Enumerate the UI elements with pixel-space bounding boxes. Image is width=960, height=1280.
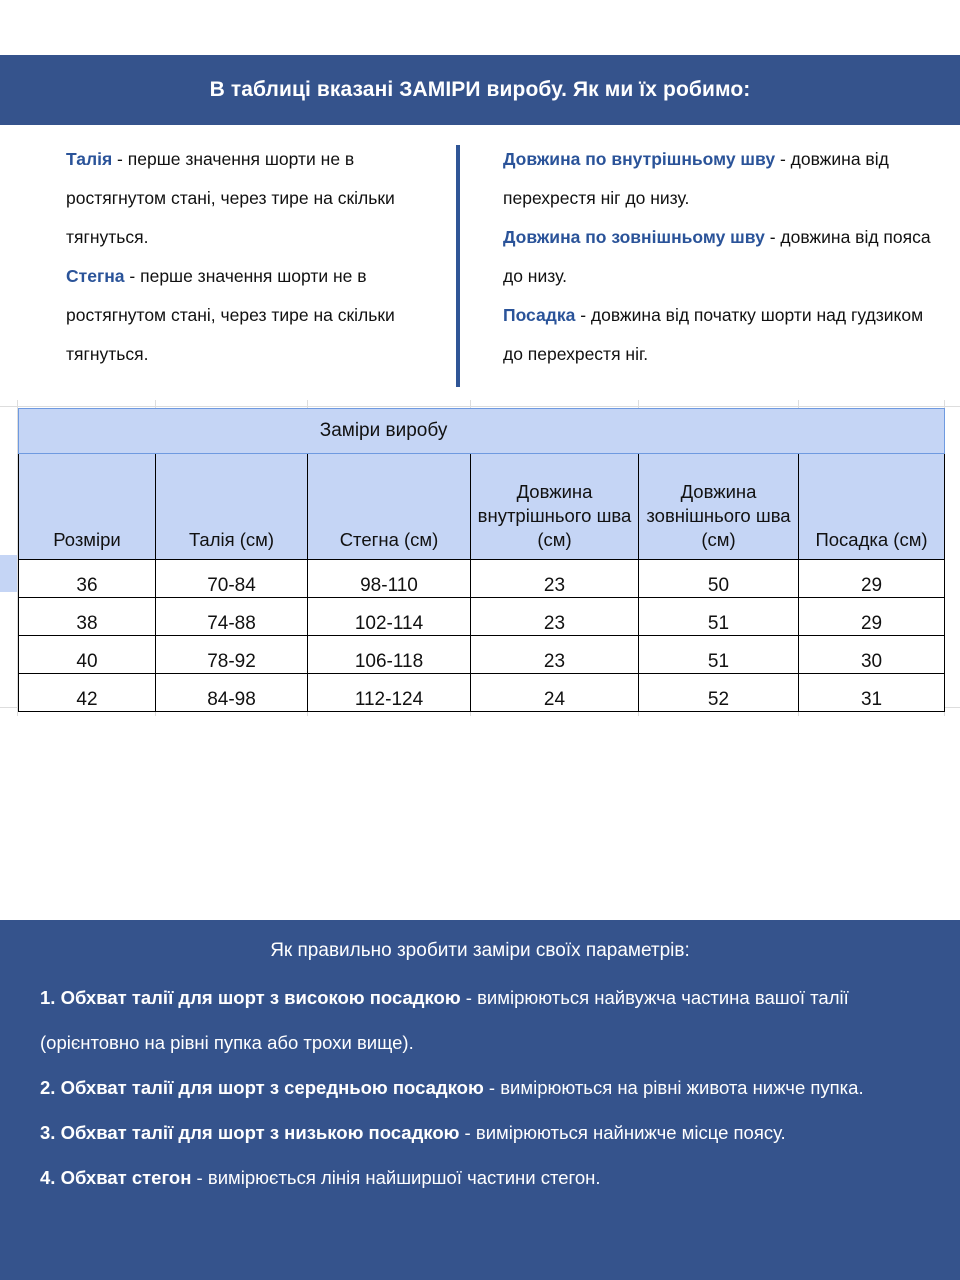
bottom-banner-title: Як правильно зробити заміри своїх параметрів: [270,940,690,961]
instruction-strong: 4. Обхват стегон [40,1167,192,1188]
column-header-waist: Талія (см) [156,454,308,560]
cell-size: 36 [19,560,156,598]
term-dash: - [112,149,128,169]
cell-inseam: 23 [471,598,639,636]
table-merged-header-cell [19,409,945,454]
size-table-section [0,400,960,720]
instruction-text: вимірюється лінія найширшої частини стегон. [207,1167,601,1188]
column-header-inseam: Довжина внутрішнього шва (см) [471,454,639,560]
term-dash: - [575,305,591,325]
column-divider [456,145,460,387]
cell-hips: 102-114 [308,598,471,636]
cell-outseam: 50 [639,560,799,598]
cell-size: 40 [19,636,156,674]
explanation-item-inseam [503,140,935,218]
size-table [18,408,945,712]
instruction-dash: - [191,1167,208,1188]
cell-waist: 74-88 [156,598,308,636]
term-label-rise: Посадка [503,305,576,325]
instruction-dash: - [483,1077,501,1098]
top-banner-title: В таблиці вказані ЗАМІРИ виробу. Як ми їх робимо: [209,78,751,101]
instruction-item-1 [40,975,925,1065]
cell-waist: 70-84 [156,560,308,598]
term-label-hips: Стегна [66,266,125,286]
cell-inseam: 23 [471,636,639,674]
table-row [19,674,945,712]
instruction-strong: 1. Обхват талії для шорт з високою посадкою [40,987,461,1008]
instruction-item-3 [40,1110,925,1155]
explanation-column-right [503,140,935,374]
term-dash: - [764,227,781,247]
cell-size: 38 [19,598,156,636]
term-text: довжина від перехрестя ніг до низу. [503,149,889,208]
column-header-hips: Стегна (см) [308,454,471,560]
cell-waist: 78-92 [156,636,308,674]
table-row [19,636,945,674]
instruction-strong: 3. Обхват талії для шорт з низькою посадкою [40,1122,460,1143]
grid-line-horizontal [0,406,960,407]
cell-waist: 84-98 [156,674,308,712]
instruction-text: вимірюються найвужча частина вашої талії (орієнтовно на рівні пупка або трохи вище). [40,987,849,1053]
column-header-size: Розміри [19,454,156,560]
instruction-dash: - [460,987,478,1008]
cell-rise: 29 [799,598,945,636]
explanation-column-left [66,140,444,374]
cell-rise: 30 [799,636,945,674]
table-row [19,560,945,598]
cell-outseam: 52 [639,674,799,712]
cell-size: 42 [19,674,156,712]
table-merged-header-row [19,409,945,454]
column-header-outseam: Довжина зовнішнього шва (см) [639,454,799,560]
instruction-text: вимірюються на рівні живота нижче пупка. [500,1077,864,1098]
cell-inseam: 24 [471,674,639,712]
term-dash: - [124,266,141,286]
term-label-inseam: Довжина по внутрішньому шву [503,149,776,169]
term-label-waist: Талія [66,149,113,169]
term-text: довжина від пояса до низу. [503,227,931,286]
row-selection-indicator [0,555,17,592]
term-label-outseam: Довжина по зовнішньому шву [503,227,765,247]
cell-hips: 106-118 [308,636,471,674]
term-dash: - [775,149,791,169]
cell-inseam: 23 [471,560,639,598]
explanation-item-outseam [503,218,935,296]
table-row [19,598,945,636]
column-header-rise: Посадка (см) [799,454,945,560]
term-text: перше значення шорти не в ростягнутом стані, через тире на скільки тягнуться. [66,266,395,364]
instruction-item-2 [40,1065,925,1110]
cell-rise: 31 [799,674,945,712]
explanation-item-hips [66,257,444,374]
table-merged-header-label: Заміри виробу [319,420,448,441]
top-banner [0,55,960,125]
cell-hips: 98-110 [308,560,471,598]
cell-rise: 29 [799,560,945,598]
table-header-row [19,454,945,560]
bottom-banner [0,920,960,1280]
instruction-text: вимірюються найнижче місце поясу. [475,1122,786,1143]
explanation-item-waist [66,140,444,257]
instruction-strong: 2. Обхват талії для шорт з середньою посадкою [40,1077,484,1098]
term-text: перше значення шорти не в ростягнутом стані, через тире на скільки тягнуться. [66,149,395,247]
cell-outseam: 51 [639,598,799,636]
instruction-dash: - [459,1122,476,1143]
instruction-item-4 [40,1155,925,1200]
cell-outseam: 51 [639,636,799,674]
explanation-item-rise [503,296,935,374]
term-text: довжина від початку шорти над гудзиком до перехрестя ніг. [503,305,924,364]
explanation-section [0,140,960,392]
cell-hips: 112-124 [308,674,471,712]
measurement-instructions-list [40,975,925,1200]
